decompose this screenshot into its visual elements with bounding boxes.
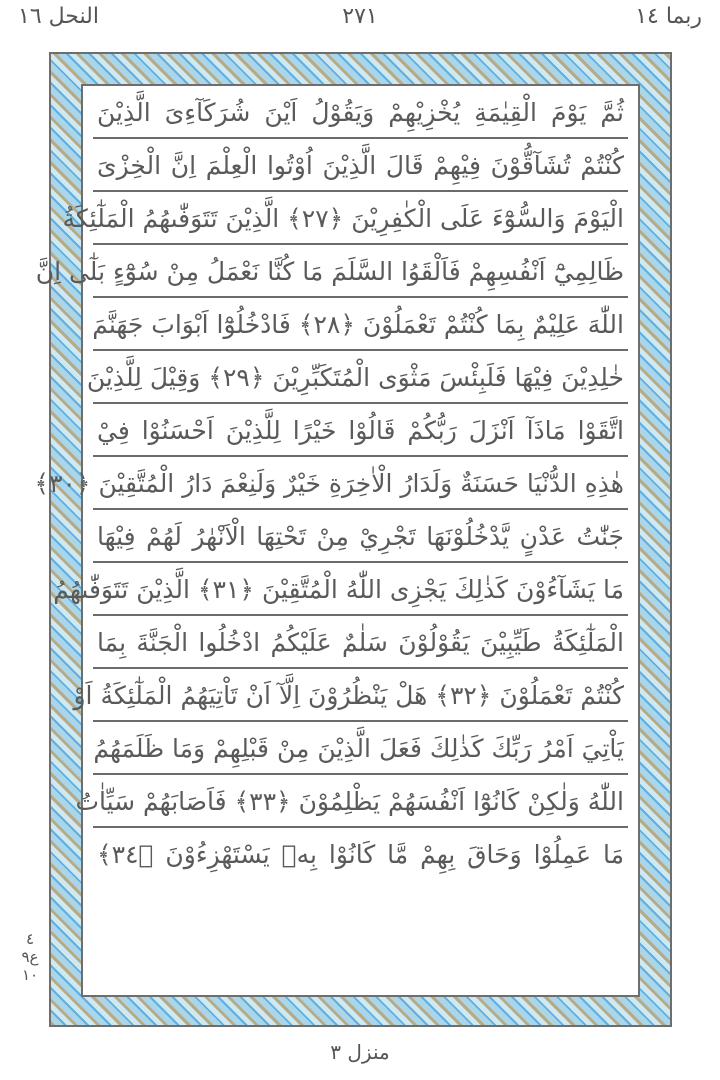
ruku-margin-note [18, 930, 42, 984]
manzil-footer: منزل ٣ [330, 1040, 390, 1064]
text-line: ظَالِمِيْٓ اَنْفُسِهِمْ فَاَلْقَوُا السَّلَمَ مَا كُنَّا نَعْمَلُ مِنْ سُوْٓءٍ بَلٰٓى اِنَّ [93, 245, 628, 298]
text-line: الْمَلٰٓئِكَةُ طَيِّبِيْنَ يَقُوْلُوْنَ سَلٰمٌ عَلَيْكُمُ ادْخُلُوا الْجَنَّةَ بِمَا [93, 616, 628, 669]
text-line: يَاْتِيَ اَمْرُ رَبِّكَ كَذٰلِكَ فَعَلَ الَّذِيْنَ مِنْ قَبْلِهِمْ وَمَا ظَلَمَهُمُ [93, 722, 628, 775]
text-line: كُنْتُمْ تَعْمَلُوْنَ ﴿٣٢﴾ هَلْ يَنْظُرُوْنَ اِلَّآ اَنْ تَاْتِيَهُمُ الْمَلٰٓئِكَةُ اَوْ [93, 669, 628, 722]
text-panel [34, 84, 640, 997]
text-line: اللّٰهَ عَلِيْمٌ بِمَا كُنْتُمْ تَعْمَلُوْنَ ﴿٢٨﴾ فَادْخُلُوْٓا اَبْوَابَ جَهَنَّمَ [93, 298, 628, 351]
juz-name-header: ربما ١٤ [635, 4, 702, 29]
margin-note-part: ٤ [25, 930, 35, 948]
text-line: خٰلِدِيْنَ فِيْهَا فَلَبِئْسَ مَثْوَى الْمُتَكَبِّرِيْنَ ﴿٢٩﴾ وَقِيْلَ لِلَّذِيْنَ [93, 351, 628, 404]
page-number: ٢٧١ [342, 4, 378, 29]
decorative-border [34, 52, 672, 1027]
text-line: مَا عَمِلُوْا وَحَاقَ بِهِمْ مَّا كَانُوْا بِهٖ يَسْتَهْزِءُوْنَ ﴿٣٤﴾ [97, 840, 624, 869]
text-line: هٰذِهِ الدُّنْيَا حَسَنَةٌ وَلَدَارُ الْاٰخِرَةِ خَيْرٌ وَلَنِعْمَ دَارُ الْمُتَّقِيْنَ ﴿٣٠﴾ [93, 457, 628, 510]
margin-note-part: ١٠ [21, 966, 39, 984]
text-line: اللّٰهُ وَلٰكِنْ كَانُوْٓا اَنْفُسَهُمْ يَظْلِمُوْنَ ﴿٣٣﴾ فَاَصَابَهُمْ سَيِّاٰتُ [93, 775, 628, 828]
text-line: جَنّٰتُ عَدْنٍ يَّدْخُلُوْنَهَا تَجْرِيْ مِنْ تَحْتِهَا الْاَنْهٰرُ لَهُمْ فِيْهَا [93, 510, 628, 563]
text-line: اتَّقَوْا مَاذَآ اَنْزَلَ رَبُّكُمْ قَالُوْا خَيْرًا لِلَّذِيْنَ اَحْسَنُوْا فِيْ [93, 404, 628, 457]
text-line: ثُمَّ يَوْمَ الْقِيٰمَةِ يُخْزِيْهِمْ وَيَقُوْلُ اَيْنَ شُرَكَآءِىَ الَّذِيْنَ [93, 86, 628, 139]
text-line: كُنْتُمْ تُشَآقُّوْنَ فِيْهِمْ قَالَ الَّذِيْنَ اُوْتُوا الْعِلْمَ اِنَّ الْخِزْىَ [93, 139, 628, 192]
text-line: الْيَوْمَ وَالسُّوْٓءَ عَلَى الْكٰفِرِيْنَ ﴿٢٧﴾ الَّذِيْنَ تَتَوَفّٰىهُمُ الْمَلٰٓئِكَةُ [93, 192, 628, 245]
text-line: مَا يَشَآءُوْنَ كَذٰلِكَ يَجْزِى اللّٰهُ الْمُتَّقِيْنَ ﴿٣١﴾ الَّذِيْنَ تَتَوَفّٰىهُمُ [93, 563, 628, 616]
surah-name-header: النحل ١٦ [18, 4, 99, 29]
margin-note-part: ع٩ [21, 948, 39, 966]
verse-lines [34, 86, 628, 995]
